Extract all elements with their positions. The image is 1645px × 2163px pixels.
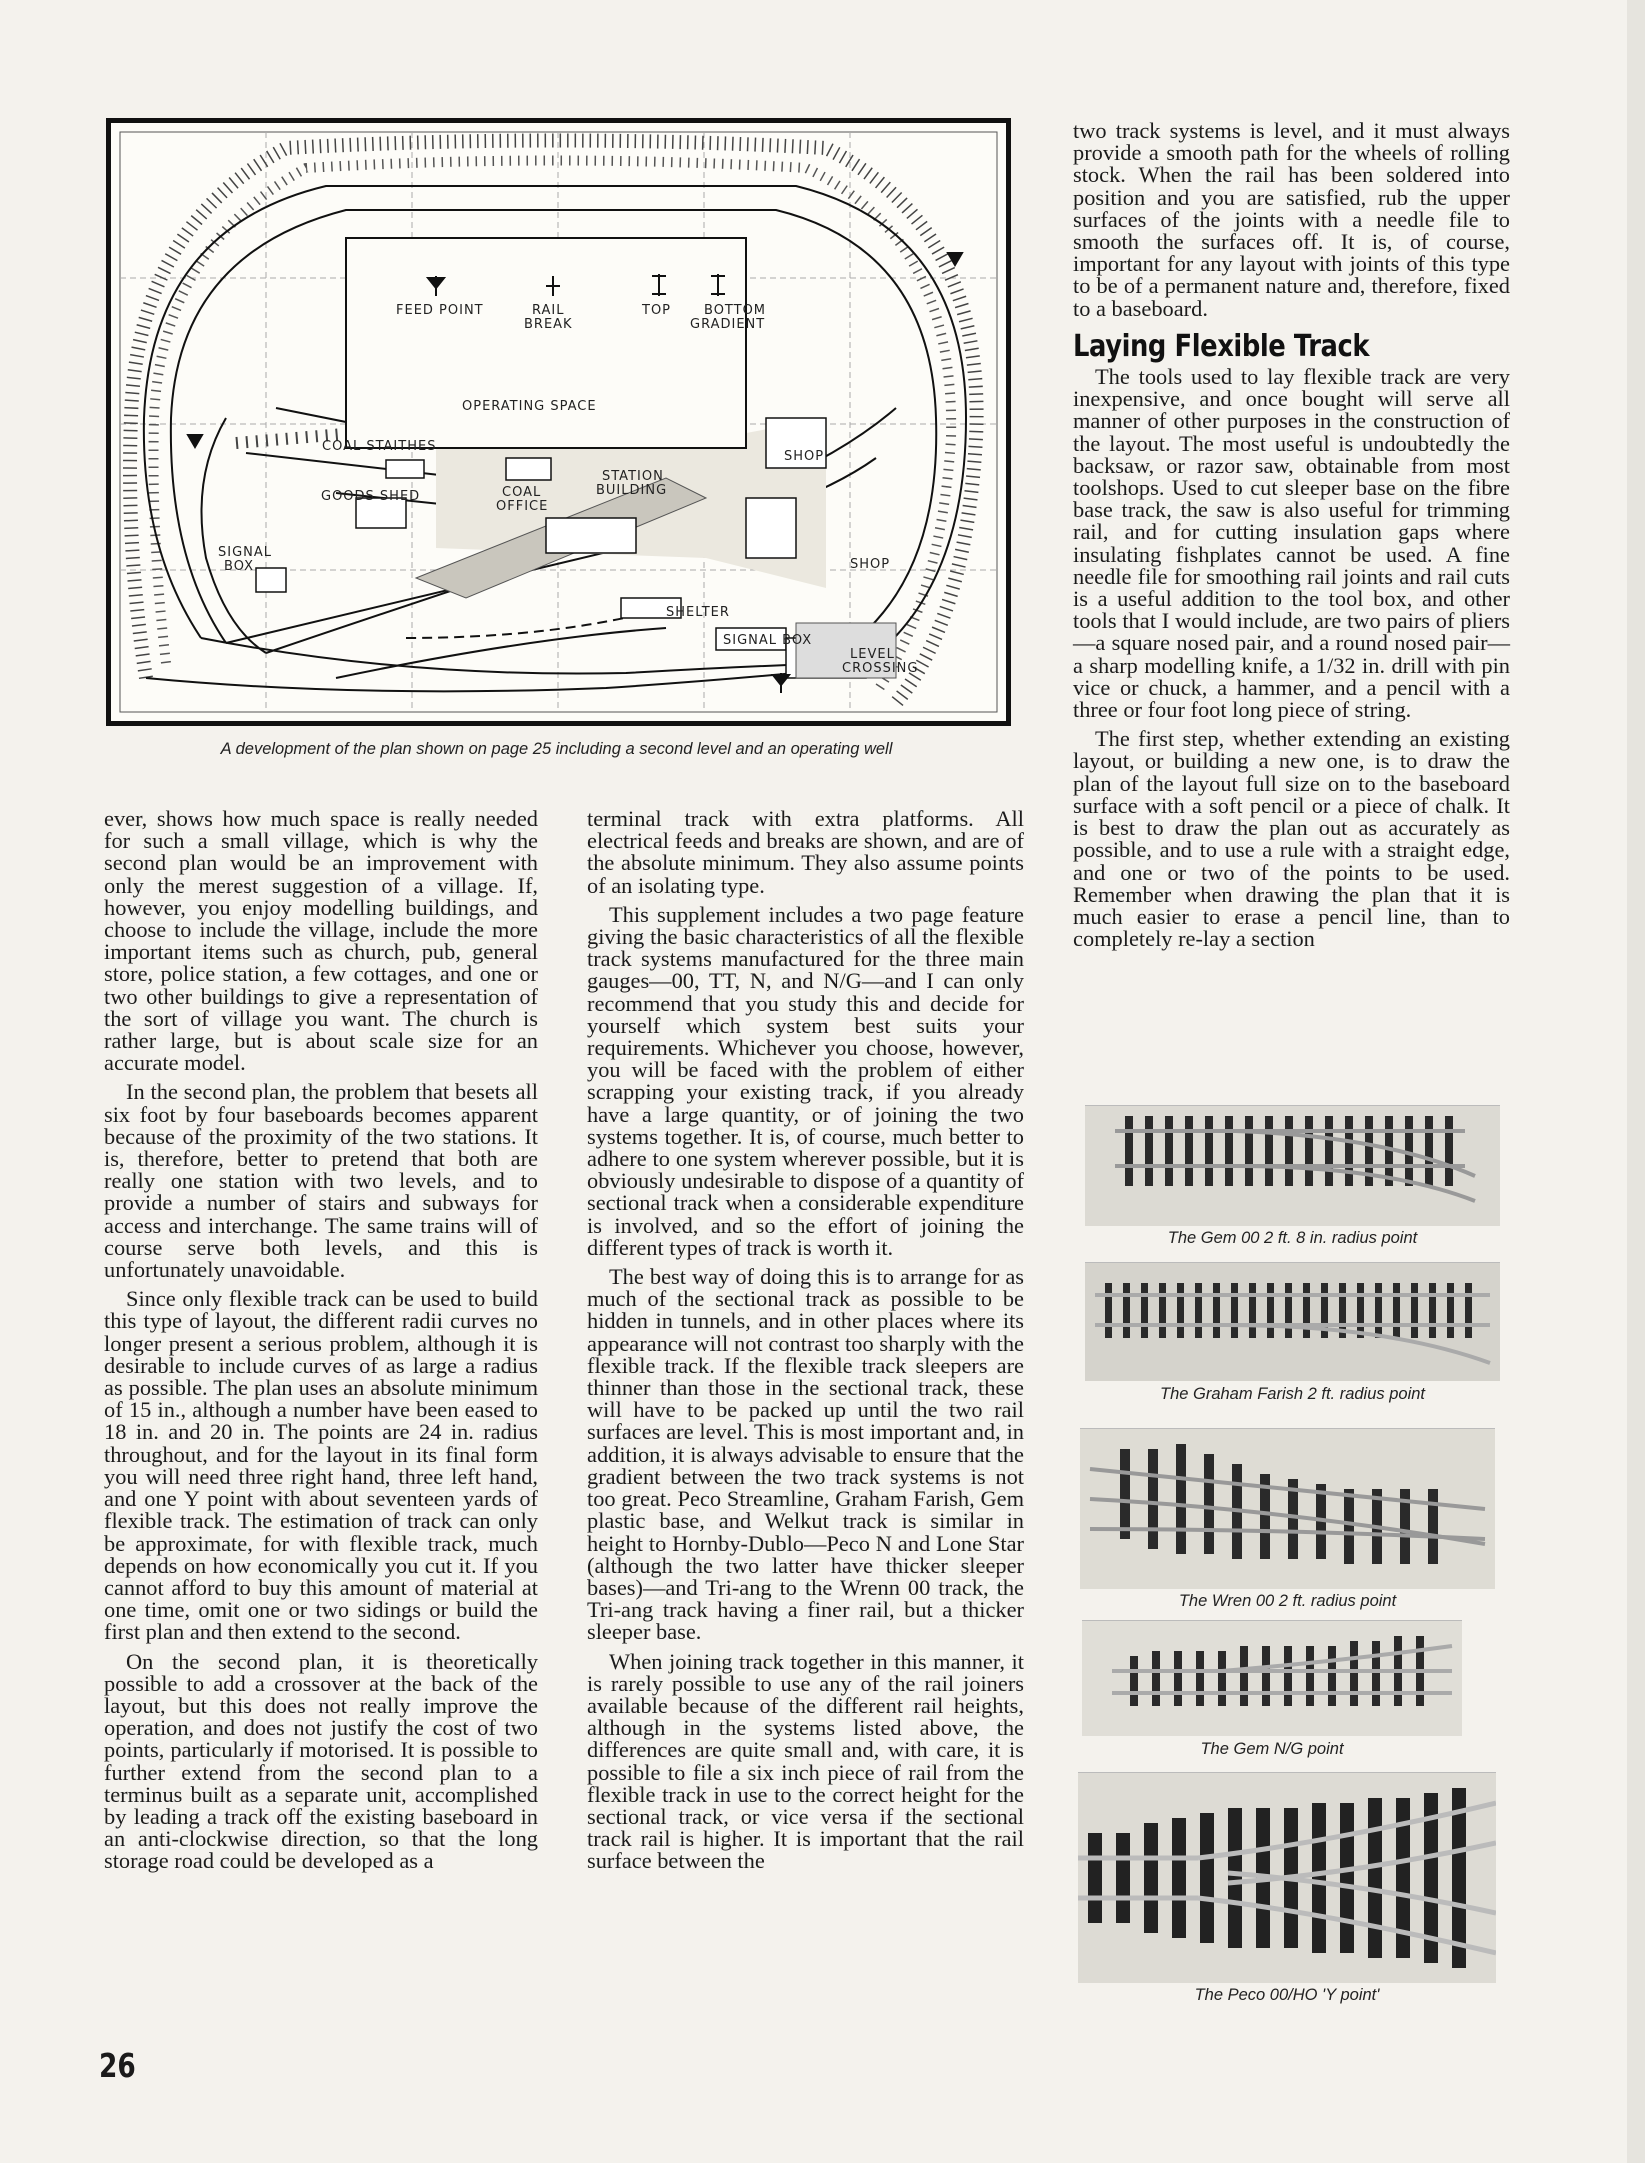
coal-staithes-label: COAL STAITHES xyxy=(322,439,437,454)
track-point-image xyxy=(1085,1263,1500,1381)
page-edge xyxy=(1627,0,1645,2163)
paragraph: In the second plan, the problem that besets all six foot by four baseboards becomes apparent because of the proximity of the two stations. It is, therefore, better to pretend that both are really one station with two levels, and to provide a number of stairs and subways for access and interchange. The same trains will of course serve both levels, and this is unfortunately unavoidable. xyxy=(104,1079,538,1283)
track-plan-diagram xyxy=(106,118,1011,726)
track-point-image xyxy=(1078,1773,1496,1983)
track-point-image xyxy=(1080,1429,1495,1589)
paragraph: two track systems is level, and it must always provide a smooth path for the wheels of rolling stock. When the rail has been soldered into position and you are satisfied, rub the upper surfaces of the joints with a needle file to smooth the surfaces off. It is, of course, important for any layout with joints of this type to be of a permanent nature and, therefore, fixed to a baseboard. xyxy=(1073,118,1510,321)
paragraph: This supplement includes a two page feature giving the basic characteristics of all the flexible track systems manufactured for the three main gauges—00, TT, N, and N/G—and I can only recommend that you study this and decide for yourself which system best suits your requirements. Whichever you choose, however, you will be faced with the problem of either scrapping your existing track, if you already have a large quantity, or of joining the two systems together. It is, of course, much better to adhere to one system wherever possible, but it is obviously undesirable to dispose of a quantity of sectional track when a considerable expenditure is involved, and so the effort of joining the different types of track is worth it. xyxy=(587,901,1024,1260)
goods-shed-label: GOODS SHED xyxy=(321,489,421,504)
photo-caption: The Peco 00/HO 'Y point' xyxy=(1194,1986,1380,2004)
bottom-label: BOTTOM xyxy=(704,303,767,318)
station-building-label: STATION xyxy=(602,469,664,484)
rail-break-label: RAIL xyxy=(532,303,565,318)
text-column-1 xyxy=(104,808,538,1880)
paragraph: The best way of doing this is to arrange for as much of the sectional track as possible to be hidden in tunnels, and in other places where its appearance will not contrast too sharply with the flexible track. If the flexible track sleepers are thinner than those in the sectional track, these will have to be packed up until the two rail surfaces are level. This is most important and, in addition, it is always advisable to ensure that the gradient between the two track systems is not too great. Peco Streamline, Graham Farish, Gem plastic base, and Welkut track is similar in height to Hornby-Dublo—Peco N and Lone Star (although the two latter have thicker sleeper bases)—and Tri-ang to the Wrenn 00 track, the Tri-ang track having a finer rail, but a thicker sleeper base. xyxy=(587,1264,1024,1645)
text-column-2 xyxy=(587,808,1024,1880)
photo-caption: The Gem N/G point xyxy=(1200,1740,1344,1758)
feed-point-label: FEED POINT xyxy=(396,303,484,318)
gradient-label: GRADIENT xyxy=(690,317,766,332)
photo-wren-00-point xyxy=(1080,1428,1495,1589)
photo-caption: The Gem 00 2 ft. 8 in. radius point xyxy=(1167,1229,1418,1247)
photo-gem-00-point xyxy=(1085,1105,1500,1226)
plan-caption: A development of the plan shown on page 25 including a second level and an operating well xyxy=(220,740,893,758)
signal-box-label: SIGNAL xyxy=(218,545,273,560)
photo-gem-ng-point xyxy=(1082,1620,1462,1736)
signal-box-label-2: BOX xyxy=(224,559,254,574)
section-heading: Laying Flexible Track xyxy=(1073,328,1370,364)
shop-label: SHOP xyxy=(784,449,825,464)
coal-office-label-2: OFFICE xyxy=(496,499,549,514)
paragraph: The tools used to lay flexible track are very inexpensive, and once bought will serve all manner of other purposes in the construction of the layout. The most useful is undoubtedly the backsaw, or razor saw, obtainable from most toolshops. Used to cut sleeper base on the fibre base track, the saw is also useful for trimming rail, and for cutting insulation gaps where insulating fishplates cannot be used. A fine needle file for smoothing rail joints and rail cuts is a useful addition to the tool box, and other tools that I would include, are two pairs of pliers—a square nosed pair, and a round nosed pair—a sharp modelling knife, a 1/32 in. drill with pin vice or chuck, a hammer, and a pencil with a three or four foot long piece of string. xyxy=(1073,364,1510,723)
paragraph: terminal track with extra platforms. All electrical feeds and breaks are shown, and are of the absolute minimum. They also assume points of an isolating type. xyxy=(587,806,1024,898)
track-point-image xyxy=(1085,1106,1500,1226)
track-plan-svg xyxy=(106,118,1011,726)
signal-box-right-label: SIGNAL BOX xyxy=(723,633,813,648)
photo-caption: The Wren 00 2 ft. radius point xyxy=(1178,1592,1397,1610)
operating-space-label: OPERATING SPACE xyxy=(462,399,597,414)
text-column-3 xyxy=(1073,120,1510,957)
paragraph: The first step, whether extending an existing layout, or building a new one, is to draw the plan of the layout full size on to the baseboard surface with a soft pencil or a piece of chalk. It is best to draw the plan out as accurately as possible, and to use a rule with a straight edge, and one or two of the points to be used. Remember when drawing the plan that it is much easier to erase a pencil line, than to completely re-lay a section xyxy=(1073,726,1510,952)
coal-office-label: COAL xyxy=(502,485,542,500)
paragraph: On the second plan, it is theoretically possible to add a crossover at the back of the layout, but this does not really improve the operation, and does not justify the cost of two points, particularly if motorised. It is possible to further extend from the second plan to a terminus built as a separate unit, accomplished by leading a track off the existing baseboard in an anti-clockwise direction, so that the long storage road could be developed as a xyxy=(104,1648,538,1874)
rail-break-label-2: BREAK xyxy=(524,317,573,332)
level-label: LEVEL xyxy=(850,647,895,662)
track-point-image xyxy=(1082,1621,1462,1736)
photo-caption: The Graham Farish 2 ft. radius point xyxy=(1159,1385,1426,1403)
top-label: TOP xyxy=(642,303,672,318)
photo-peco-y-point xyxy=(1078,1772,1496,1983)
shop-label-2: SHOP xyxy=(850,557,891,572)
paragraph: When joining track together in this manner, it is rarely possible to use any of the rail joiners available because of the different rail heights, although in the systems listed above, the differences are quite small and, with care, it is possible to file a six inch piece of rail from the flexible track in use to the correct height for the sectional track, or vice versa if the sectional track rail is higher. It is important that the rail surface between the xyxy=(587,1648,1024,1874)
shelter-label: SHELTER xyxy=(666,605,730,620)
page-number: 26 xyxy=(99,2046,136,2085)
paragraph: Since only flexible track can be used to build this type of layout, the different radii curves no longer present a serious problem, although it is desirable to include curves of as large a radius as possible. The plan uses an absolute minimum of 15 in., although a number have been eased to 18 in. and 20 in. The points are 24 in. radius throughout, and for the layout in its final form you will need three right hand, three left hand, and one Y point with about seventeen yards of flexible track. The estimation of track can only be approximate, for with flexible track, much depends on how economically you cut it. If you cannot afford to buy this amount of material at one time, omit one or two sidings or build the first plan and then extend to the second. xyxy=(104,1286,538,1645)
crossing-label: CROSSING xyxy=(842,661,919,676)
photo-graham-farish-point xyxy=(1085,1262,1500,1381)
paragraph: ever, shows how much space is really needed for such a small village, which is why the second plan would be an improvement with only the merest suggestion of a village. If, however, you enjoy modelling buildings, and choose to include the village, include the more important items such as church, pub, general store, police station, a few cottages, and one or two other buildings to give a representation of the sort of village you want. The church is rather large, but is about scale size for an accurate model. xyxy=(104,806,538,1076)
station-building-label-2: BUILDING xyxy=(596,483,668,498)
